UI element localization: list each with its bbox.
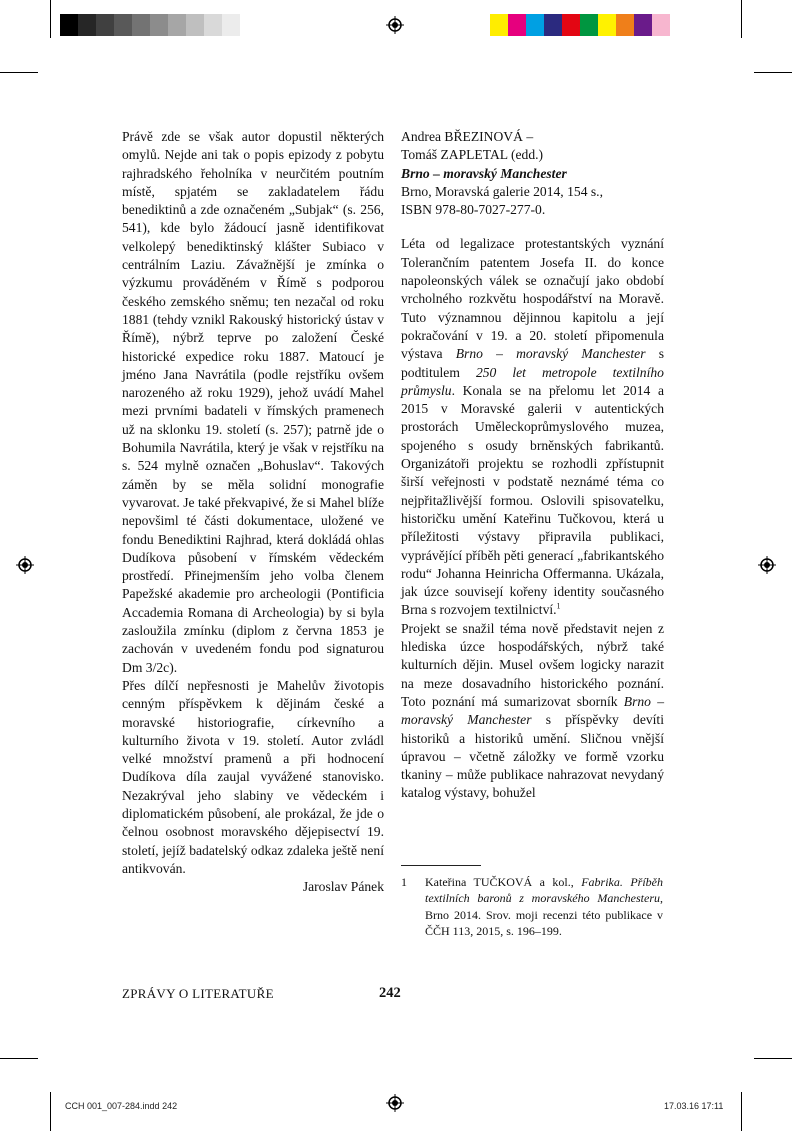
color-swatch: [616, 14, 634, 36]
italic-subtitle: 250 let metropole textilního průmyslu: [401, 364, 664, 398]
publication-info: Brno, Moravská galerie 2014, 154 s.,: [401, 183, 603, 199]
text-run: s příspěvky devíti historiků a historiků umění. Sličnou vnější úpravou – včetně záložky ve formě vzorku tkaniny – může publikace nahrazovat nevydaný katalog výstavy, bohužel: [401, 712, 664, 801]
text-run: Kateřina TUČKOVÁ a kol.,: [425, 875, 582, 889]
gray-swatch: [114, 14, 132, 36]
text-run: s podtitulem: [401, 346, 664, 380]
page-number: 242: [379, 985, 401, 1001]
review-header: [401, 128, 664, 219]
gray-swatch: [60, 14, 78, 36]
color-swatch: [580, 14, 598, 36]
gray-swatch: [96, 14, 114, 36]
crop-mark: [754, 1058, 792, 1059]
paragraph: Právě zde se však autor dopustil některých omylů. Nejde ani tak o popis epizody z pobytu rajhradského řeholníka v neurčitém poutním místě, spjatém se zakladatelem řádu benediktinů a zde označeném „Subjak“ (s. 256, 541), kde bylo žádoucí jasně identifikovat velkolepý benediktinský klášter Subiaco v centrálním Laziu. Závažnější je zmínka o výzkumu prováděném v Římě s podporou českého zemského sněmu; ten nezačal od roku 1881 (tehdy vznikl Rakouský historický ústav v Římě), nýbrž teprve po založení České historické expedice roku 1887. Matoucí je jméno Jana Navrátila (podle rejstříku ovšem narozeného až roku 1929), jehož uvádí Mahel mezi prvními badateli v římských pramenech už na sklonku 19. století (s. 257); patrně jde o Bohumila Navrátila, který je však v rejstříku na s. 524 mylně označen „Bohuslav“. Takových záměn by se měla solidní monografie vyvarovat. Je také překvapivé, že si Mahel blíže nepovšiml té části dokumentace, uložené ve fondu Benediktini Rajhrad, která dokládá ohlas Dudíkova působení v římském vědeckém prostředí. Přinejmenším jeho volba členem Papežské akademie pro archeologii (Pontificia Accademia Romana di Archeologia) by si byla zasloužila zmínku (diplom z června 1853 je zachován v uvedeném fondu pod signaturou Dm 3/2c).: [122, 129, 384, 675]
paragraph: Přes dílčí nepřesnosti je Mahelův životopis cenným příspěvkem k dějinám české a moravské historiografie, církevního a kulturního života v 19. století. Autor zvládl velké množství pramenů a při hodnocení Dudíkova díla zaujal vyvážené stanovisko. Nezakrýval jeho slabiny ve vědeckém i diplomatickém působení, ale prokázal, že jde o čelnou osobnost moravského dějepisectví 19. století, jejíž badatelský odkaz zdaleka ještě není antikvován.: [122, 677, 384, 876]
italic-title: Fabrika. Příběh textilních baronů z moravského Manchesteru: [425, 875, 663, 906]
paragraph: [401, 620, 664, 803]
left-column: [122, 128, 384, 896]
color-swatch: [652, 14, 670, 36]
reviewer-signature: Jaroslav Pánek: [302, 879, 384, 895]
text-run: Léta od legalizace protestantských vyznání Tolerančním patentem Josefa II. do konce napoleonských válek se označují jako období vrcholného rozkvětu hospodářství na Moravě. Tuto významnou dějinnou kapitolu a její pokračování v 19. a 20. století připomenula výstava: [401, 236, 664, 362]
gray-swatch: [150, 14, 168, 36]
isbn: ISBN 978-80-7027-277-0.: [401, 202, 546, 218]
crop-mark: [0, 72, 38, 73]
registration-mark-right: [758, 556, 776, 574]
book-title: Brno – moravský Manchester: [401, 165, 567, 181]
footnote-reference[interactable]: 1: [556, 601, 561, 611]
color-calibration-bar: [490, 14, 670, 36]
gray-swatch: [222, 14, 240, 36]
italic-title: Brno – moravský Manchester: [401, 693, 664, 728]
right-column: [401, 128, 664, 803]
footnote: [401, 874, 663, 940]
crop-mark: [741, 0, 742, 38]
crop-mark: [50, 1092, 51, 1131]
crop-mark: [0, 1058, 38, 1059]
footnote-text: [425, 874, 663, 940]
color-swatch: [634, 14, 652, 36]
gray-swatch: [132, 14, 150, 36]
review-authors: Andrea BŘEZINOVÁ –: [401, 129, 534, 144]
review-editors: Tomáš ZAPLETAL (edd.): [401, 147, 544, 163]
gray-swatch: [204, 14, 222, 36]
registration-mark-top: [386, 16, 404, 34]
slug-filename: CCH 001_007-284.indd 242: [65, 1101, 178, 1111]
text-run: Projekt se snažil téma nově představit nejen z hlediska úzce hospodářských, nýbrž také kulturních dějin. Musel ovšem logicky narazit na meze dosavadního historického poznání. Toto poznání má sumarizovat sborník: [401, 620, 664, 709]
paragraph: [401, 235, 664, 619]
color-swatch: [508, 14, 526, 36]
crop-mark: [50, 0, 51, 38]
color-swatch: [598, 14, 616, 36]
color-swatch: [490, 14, 508, 36]
italic-title: Brno – moravský Manchester: [455, 346, 646, 362]
footnote-number: 1: [401, 875, 407, 889]
slug-datetime: 17.03.16 17:11: [664, 1101, 724, 1111]
color-swatch: [544, 14, 562, 36]
gray-swatch: [168, 14, 186, 36]
crop-mark: [754, 72, 792, 73]
crop-mark: [741, 1092, 742, 1131]
running-head: ZPRÁVY O LITERATUŘE: [122, 986, 274, 1001]
footnote-divider: [401, 865, 481, 866]
gray-swatch: [186, 14, 204, 36]
registration-mark-left: [16, 556, 34, 574]
gray-swatch: [78, 14, 96, 36]
color-swatch: [562, 14, 580, 36]
color-swatch: [526, 14, 544, 36]
text-run: , Brno 2014. Srov. moji recenzi této publikace v ČČH 113, 2015, s. 196–199.: [425, 891, 663, 939]
grayscale-calibration-bar: [60, 14, 240, 36]
registration-mark-bottom: [386, 1094, 404, 1112]
text-run: . Konala se na přelomu let 2014 a 2015 v Moravské galerii v autentických prostorách Uměleckoprůmyslového muzea, spojeného s osudy brněnských fabrikantů. Organizátoři projektu se rozhodli zpřístupnit širší veřejnosti v podstatě neznámé téma co nejpřitažlivější formou. Oslovili spisovatelku, historičku umění Kateřinu Tučkovou, která u příležitosti výstavy připravila publikaci, vyprávějící příběh pěti generací „fabrikantského rodu“ Johanna Heinricha Offermanna. Ukázala, jak úzce souvisejí kořeny identity současného Brna s rozvojem textilnictví.: [401, 382, 664, 618]
